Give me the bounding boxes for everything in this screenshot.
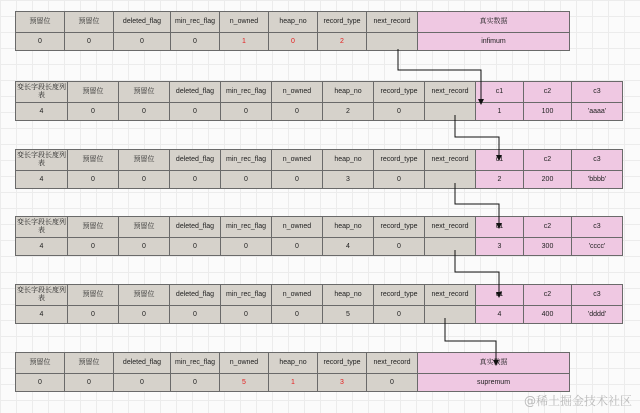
field-value-cell: 0: [118, 102, 170, 121]
field-value-cell: 5: [219, 373, 269, 392]
field-header-cell: 真实数据: [417, 11, 570, 33]
field-value-cell: 0: [118, 237, 170, 256]
field-header-cell: c2: [523, 81, 572, 103]
field-header-cell: 预留位: [64, 352, 114, 374]
field-header-cell: c3: [571, 216, 623, 238]
field-header-cell: heap_no: [322, 81, 374, 103]
field-value-cell: 0: [169, 170, 221, 189]
field-header-cell: deleted_flag: [113, 352, 171, 374]
field-header-cell: 预留位: [64, 11, 114, 33]
field-header-cell: n_owned: [271, 81, 323, 103]
field-header-cell: c1: [475, 284, 524, 306]
field-header-cell: next_record: [424, 149, 476, 171]
field-header-cell: record_type: [373, 216, 425, 238]
field-header-cell: deleted_flag: [113, 11, 171, 33]
field-value-cell: 0: [113, 32, 171, 51]
field-value-cell: 0: [366, 373, 418, 392]
field-header-cell: c3: [571, 284, 623, 306]
field-value-cell: 0: [67, 170, 119, 189]
field-value-cell: 1: [268, 373, 318, 392]
field-value-cell: 0: [220, 237, 272, 256]
field-header-cell: record_type: [317, 11, 367, 33]
field-value-cell: 3: [322, 170, 374, 189]
field-value-cell: 1: [219, 32, 269, 51]
field-header-cell: min_rec_flag: [220, 284, 272, 306]
field-value-cell: 0: [170, 32, 220, 51]
field-value-cell: 1: [475, 102, 524, 121]
field-header-cell: heap_no: [268, 11, 318, 33]
field-header-cell: 预留位: [67, 149, 119, 171]
field-header-cell: c1: [475, 216, 524, 238]
record-row1-header-row: [15, 81, 622, 102]
field-header-cell: next_record: [366, 11, 418, 33]
field-header-cell: next_record: [424, 216, 476, 238]
field-value-cell: 0: [373, 305, 425, 324]
field-value-cell: infimum: [417, 32, 570, 51]
field-header-cell: n_owned: [271, 149, 323, 171]
record-supremum-header-row: [15, 352, 569, 373]
field-header-cell: deleted_flag: [169, 284, 221, 306]
record-infimum-values-row: [15, 32, 569, 50]
record-row4-values-row: [15, 305, 622, 323]
field-header-cell: record_type: [373, 284, 425, 306]
field-value-cell: 2: [317, 32, 367, 51]
field-header-cell: 预留位: [118, 81, 170, 103]
field-header-cell: 变长字段长度列表: [15, 284, 68, 306]
record-row2-header-row: [15, 149, 622, 170]
field-value-cell: 4: [15, 170, 68, 189]
field-header-cell: 预留位: [118, 216, 170, 238]
field-value-cell: [424, 305, 476, 324]
field-value-cell: 4: [475, 305, 524, 324]
field-header-cell: c1: [475, 149, 524, 171]
field-value-cell: 4: [322, 237, 374, 256]
field-value-cell: 0: [268, 32, 318, 51]
record-row1-values-row: [15, 102, 622, 120]
field-header-cell: c1: [475, 81, 524, 103]
field-header-cell: 预留位: [118, 149, 170, 171]
field-value-cell: 0: [64, 32, 114, 51]
field-header-cell: heap_no: [322, 284, 374, 306]
field-header-cell: n_owned: [219, 352, 269, 374]
field-value-cell: 0: [373, 170, 425, 189]
field-header-cell: c3: [571, 149, 623, 171]
field-header-cell: c2: [523, 284, 572, 306]
field-header-cell: 预留位: [15, 352, 65, 374]
watermark-text: @稀土掘金技术社区: [523, 394, 632, 408]
field-header-cell: record_type: [373, 149, 425, 171]
field-value-cell: 0: [15, 32, 65, 51]
field-header-cell: next_record: [424, 284, 476, 306]
field-value-cell: 200: [523, 170, 572, 189]
field-header-cell: n_owned: [219, 11, 269, 33]
field-value-cell: 0: [67, 237, 119, 256]
field-value-cell: 0: [67, 102, 119, 121]
field-value-cell: 'aaaa': [571, 102, 623, 121]
record-row2-values-row: [15, 170, 622, 188]
field-header-cell: min_rec_flag: [220, 216, 272, 238]
field-header-cell: record_type: [317, 352, 367, 374]
field-value-cell: 4: [15, 237, 68, 256]
field-value-cell: 0: [170, 373, 220, 392]
field-header-cell: c2: [523, 216, 572, 238]
field-value-cell: 3: [475, 237, 524, 256]
field-header-cell: c2: [523, 149, 572, 171]
field-value-cell: 0: [118, 305, 170, 324]
record-row3-header-row: [15, 216, 622, 237]
field-value-cell: 0: [15, 373, 65, 392]
field-value-cell: 0: [169, 102, 221, 121]
field-header-cell: min_rec_flag: [170, 11, 220, 33]
record-supremum-values-row: [15, 373, 569, 391]
field-header-cell: 预留位: [67, 81, 119, 103]
field-header-cell: heap_no: [268, 352, 318, 374]
record-infimum-header-row: [15, 11, 569, 32]
field-header-cell: n_owned: [271, 284, 323, 306]
field-header-cell: next_record: [424, 81, 476, 103]
field-header-cell: 真实数据: [417, 352, 570, 374]
field-value-cell: 0: [118, 170, 170, 189]
field-value-cell: 0: [169, 237, 221, 256]
field-value-cell: [424, 102, 476, 121]
field-header-cell: record_type: [373, 81, 425, 103]
field-header-cell: 变长字段长度列表: [15, 149, 68, 171]
field-header-cell: 预留位: [67, 284, 119, 306]
field-header-cell: heap_no: [322, 216, 374, 238]
field-value-cell: 0: [373, 237, 425, 256]
field-value-cell: 'cccc': [571, 237, 623, 256]
field-header-cell: 预留位: [67, 216, 119, 238]
field-value-cell: 0: [271, 305, 323, 324]
field-value-cell: 4: [15, 305, 68, 324]
field-value-cell: 5: [322, 305, 374, 324]
field-value-cell: [366, 32, 418, 51]
field-value-cell: 0: [169, 305, 221, 324]
field-header-cell: n_owned: [271, 216, 323, 238]
field-value-cell: 0: [271, 102, 323, 121]
field-value-cell: 0: [271, 170, 323, 189]
field-value-cell: 'dddd': [571, 305, 623, 324]
field-value-cell: 0: [67, 305, 119, 324]
field-header-cell: 变长字段长度列表: [15, 81, 68, 103]
field-value-cell: 0: [220, 170, 272, 189]
field-value-cell: 400: [523, 305, 572, 324]
field-header-cell: 预留位: [15, 11, 65, 33]
field-value-cell: 3: [317, 373, 367, 392]
field-header-cell: min_rec_flag: [170, 352, 220, 374]
field-value-cell: 0: [64, 373, 114, 392]
field-value-cell: 0: [373, 102, 425, 121]
field-value-cell: 0: [113, 373, 171, 392]
field-value-cell: supremum: [417, 373, 570, 392]
field-header-cell: next_record: [366, 352, 418, 374]
field-header-cell: heap_no: [322, 149, 374, 171]
field-header-cell: c3: [571, 81, 623, 103]
field-header-cell: 预留位: [118, 284, 170, 306]
field-value-cell: 0: [220, 102, 272, 121]
field-value-cell: 300: [523, 237, 572, 256]
field-header-cell: min_rec_flag: [220, 149, 272, 171]
record-row3-values-row: [15, 237, 622, 255]
record-row4-header-row: [15, 284, 622, 305]
field-header-cell: deleted_flag: [169, 149, 221, 171]
field-value-cell: 100: [523, 102, 572, 121]
field-header-cell: deleted_flag: [169, 81, 221, 103]
field-header-cell: min_rec_flag: [220, 81, 272, 103]
field-header-cell: 变长字段长度列表: [15, 216, 68, 238]
field-value-cell: 2: [475, 170, 524, 189]
field-value-cell: 0: [271, 237, 323, 256]
field-value-cell: 2: [322, 102, 374, 121]
field-header-cell: deleted_flag: [169, 216, 221, 238]
field-value-cell: 0: [220, 305, 272, 324]
field-value-cell: [424, 170, 476, 189]
field-value-cell: [424, 237, 476, 256]
field-value-cell: 4: [15, 102, 68, 121]
field-value-cell: 'bbbb': [571, 170, 623, 189]
